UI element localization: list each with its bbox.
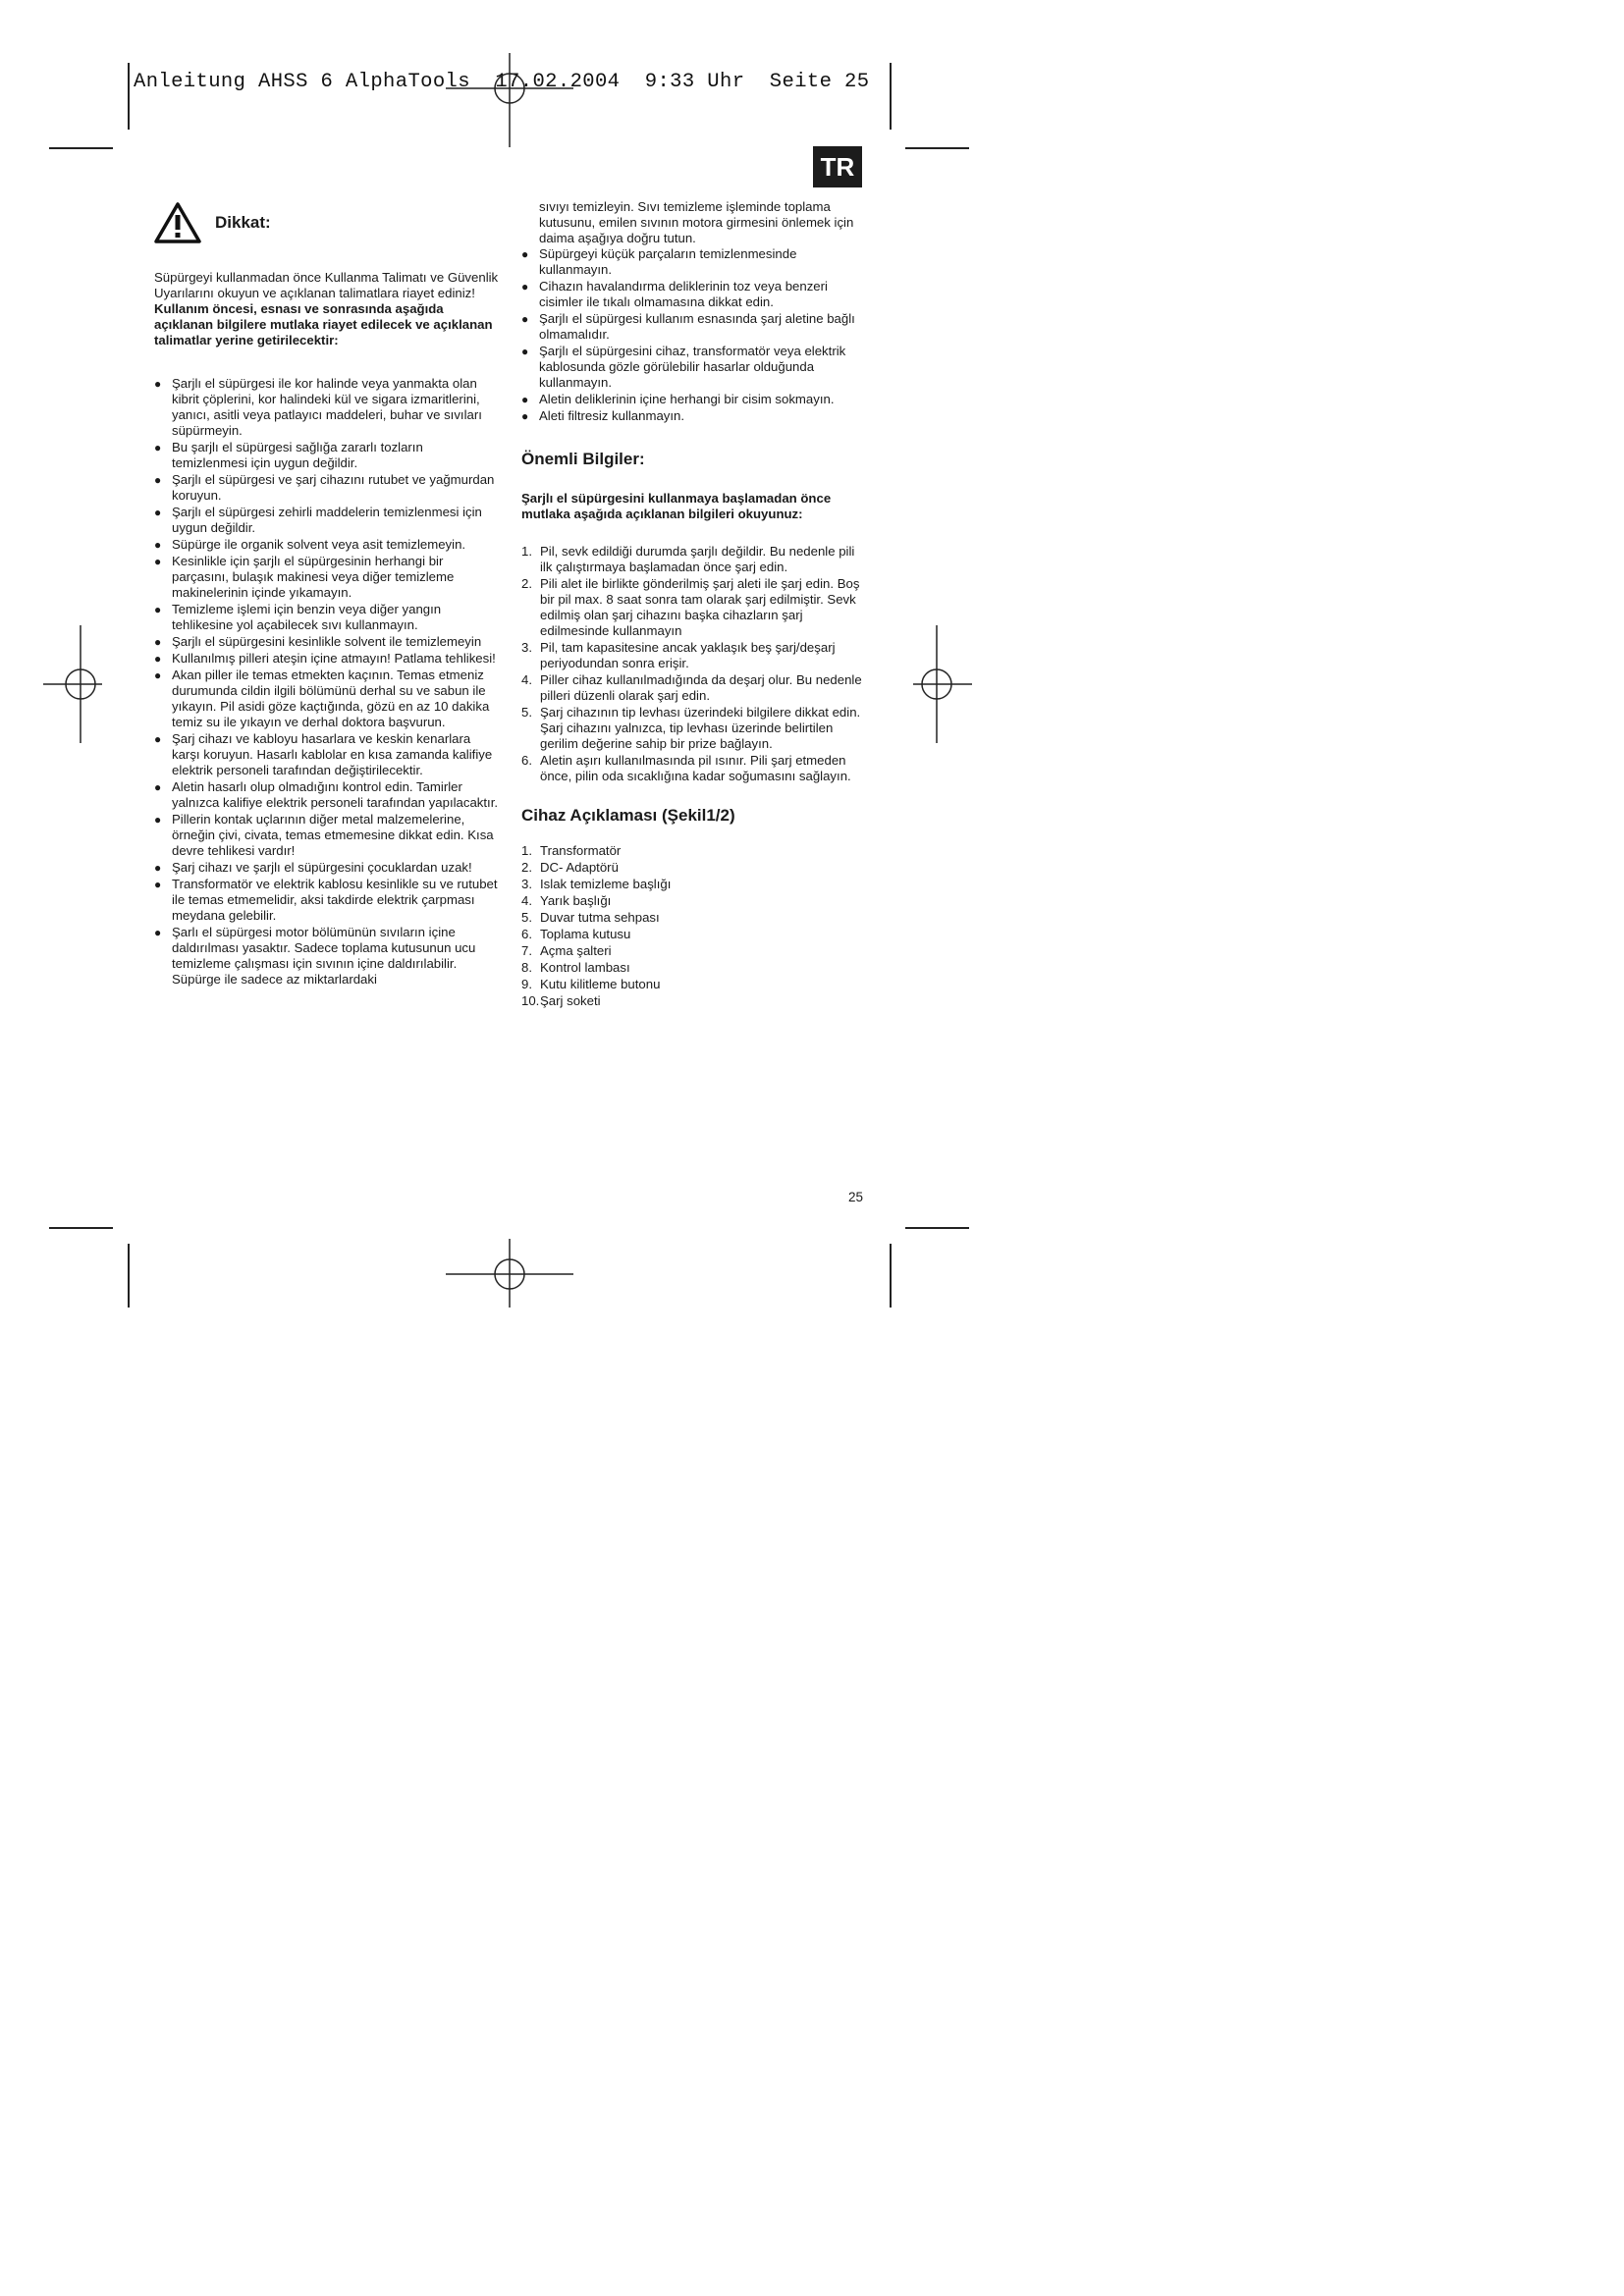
- crop-mark: [49, 147, 113, 149]
- list-item: ● Şarjlı el süpürgesini kesinlikle solvent ile temizlemeyin: [154, 634, 500, 650]
- crop-mark: [905, 1227, 969, 1229]
- warning-triangle-icon: [154, 201, 201, 244]
- list-item: 4. Yarık başlığı: [521, 893, 612, 908]
- right-column: [521, 199, 867, 1010]
- page-number: 25: [848, 1190, 864, 1204]
- registration-mark-icon: [913, 625, 972, 743]
- registration-mark-icon: [446, 1239, 573, 1308]
- list-item: ● Cihazın havalandırma deliklerinin toz veya benzeri cisimler ile tıkalı olmamasına dikkat edin.: [521, 279, 867, 310]
- list-item: ● Şarjlı el süpürgesi ve şarj cihazını rutubet ve yağmurdan koruyun.: [154, 472, 500, 504]
- list-item: ● Kesinlikle için şarjlı el süpürgesinin herhangi bir parçasını, bulaşık makinesi veya diğer temizleme makinelerinin içinde yıkamayın.: [154, 554, 500, 601]
- list-item: 7. Açma şalteri: [521, 943, 612, 958]
- list-item: 5. Duvar tutma sehpası: [521, 910, 660, 925]
- list-item: 9. Kutu kilitleme butonu: [521, 977, 661, 991]
- crop-mark: [890, 1244, 892, 1308]
- list-item: 6. Aletin aşırı kullanılmasında pil ısınır. Pili şarj etmeden önce, pilin oda sıcaklığına kadar soğumasını sağlayın.: [521, 753, 851, 783]
- list-item: 6. Toplama kutusu: [521, 927, 631, 941]
- warning-list: [154, 376, 500, 988]
- important-info-note: Şarjlı el süpürgesini kullanmaya başlamadan önce mutlaka aşağıda açıklanan bilgileri okuyunuz:: [521, 491, 832, 521]
- left-column: [154, 201, 500, 988]
- registration-mark-icon: [43, 625, 102, 743]
- list-item: ● Aleti filtresiz kullanmayın.: [521, 408, 867, 424]
- important-info-list: [521, 544, 867, 784]
- crop-mark: [49, 1227, 113, 1229]
- device-description-heading: Cihaz Açıklaması (Şekil1/2): [521, 806, 735, 825]
- important-info-heading: Önemli Bilgiler:: [521, 450, 645, 468]
- continuation-text: sıvıyı temizleyin. Sıvı temizleme işleminde toplama kutusunu, emilen sıvının motora girmesini önlemek için daima aşağıya doğru tutun.: [539, 199, 854, 245]
- parts-list: [521, 843, 867, 1009]
- list-item: ● Şarlı el süpürgesi motor bölümünün sıvıların içine daldırılması yasaktır. Sadece toplama kutusunun ucu temizleme çalışması için sıvının içine daldırılabilir. Süpürge ile sadece az miktarlardaki: [154, 925, 500, 988]
- warning-heading: [154, 201, 500, 244]
- list-item: ● Transformatör ve elektrik kablosu kesinlikle su ve rutubet ile temas etmemelidir, aksi takdirde elektrik çarpması meydana gelebilir.: [154, 877, 500, 924]
- list-item: ● Aletin hasarlı olup olmadığını kontrol edin. Tamirler yalnızca kalifiye elektrik personeli tarafından yapılacaktır.: [154, 779, 500, 811]
- right-warning-list: [521, 246, 867, 424]
- list-item: ● Süpürgeyi küçük parçaların temizlenmesinde kullanmayın.: [521, 246, 867, 278]
- registration-mark-icon: [446, 53, 573, 147]
- list-item: 10. Şarj soketi: [521, 993, 601, 1008]
- list-item: 1. Transformatör: [521, 843, 622, 858]
- list-item: 2. DC- Adaptörü: [521, 860, 619, 875]
- list-item: ● Akan piller ile temas etmekten kaçının. Temas etmeniz durumunda cildin ilgili bölümünü derhal su ve sabun ile yıkayın. Pil asidi göze kaçtığında, gözü en az 10 dakika temiz su ile yıkayın ve derhal doktora başvurun.: [154, 667, 500, 730]
- crop-mark: [905, 147, 969, 149]
- list-item: ● Şarjlı el süpürgesi ile kor halinde veya yanmakta olan kibrit çöplerini, kor halindeki kül ve sigara izmaritlerini, yanıcı, asitli veya patlayıcı maddeleri, buhar ve sıvıları süpürmeyin.: [154, 376, 500, 439]
- crop-mark: [128, 63, 130, 130]
- list-item: ● Aletin deliklerinin içine herhangi bir cisim sokmayın.: [521, 392, 867, 407]
- list-item: 4. Piller cihaz kullanılmadığında da deşarj olur. Bu nedenle pilleri düzenli olarak şarj edin.: [521, 672, 862, 703]
- warning-intro: Süpürgeyi kullanmadan önce Kullanma Talimatı ve Güvenlik Uyarılarını okuyun ve açıklanan talimatlara riayet ediniz!: [154, 270, 499, 300]
- list-item: ● Şarjlı el süpürgesi zehirli maddelerin temizlenmesi için uygun değildir.: [154, 505, 500, 536]
- list-item: ● Temizleme işlemi için benzin veya diğer yangın tehlikesine yol açabilecek sıvı kullanmayın.: [154, 602, 500, 633]
- list-item: ● Süpürge ile organik solvent veya asit temizlemeyin.: [154, 537, 500, 553]
- warning-bold-note: Kullanım öncesi, esnası ve sonrasında aşağıda açıklanan bilgilere mutlaka riayet edilecek ve açıklanan talimatlar yerine getirilecektir:: [154, 301, 493, 347]
- crop-mark: [128, 1244, 130, 1308]
- list-item: 3. Pil, tam kapasitesine ancak yaklaşık beş şarj/deşarj periyodundan sonra erişir.: [521, 640, 836, 670]
- warning-title: Dikkat:: [215, 213, 271, 232]
- list-item: ● Şarjlı el süpürgesini cihaz, transformatör veya elektrik kablosunda gözle görülebilir hasarlar olduğunda kullanmayın.: [521, 344, 867, 391]
- list-item: ● Şarj cihazı ve kabloyu hasarlara ve keskin kenarlara karşı koruyun. Hasarlı kablolar en kısa zamanda kalifiye elektrik personeli tarafından değiştirilecektir.: [154, 731, 500, 778]
- list-item: 8. Kontrol lambası: [521, 960, 630, 975]
- list-item: 3. Islak temizleme başlığı: [521, 877, 672, 891]
- list-item: ● Şarjlı el süpürgesi kullanım esnasında şarj aletine bağlı olmamalıdır.: [521, 311, 867, 343]
- list-item: ● Kullanılmış pilleri ateşin içine atmayın! Patlama tehlikesi!: [154, 651, 500, 667]
- list-item: 1. Pil, sevk edildiği durumda şarjlı değildir. Bu nedenle pili ilk çalıştırmaya başlamadan önce şarj edin.: [521, 544, 855, 574]
- list-item: 5. Şarj cihazının tip levhası üzerindeki bilgilere dikkat edin. Şarj cihazını yalnızca, tip levhası üzerinde belirtilen gerilim değerine sahip bir prize bağlayın.: [521, 705, 861, 751]
- language-badge: TR: [813, 146, 862, 187]
- list-item: 2. Pili alet ile birlikte gönderilmiş şarj aleti ile şarj edin. Boş bir pil max. 8 saat sonra tam olarak şarj edilmiştir. Sevk edilmiş olan şarj cihazını başka cihazların şarj edilmesinde kullanmayın: [521, 576, 860, 638]
- list-item: ● Pillerin kontak uçlarının diğer metal malzemelerine, örneğin çivi, civata, temas etmemesine dikkat edin. Kısa devre tehlikesi vardır!: [154, 812, 500, 859]
- list-item: ● Bu şarjlı el süpürgesi sağlığa zararlı tozların temizlenmesi için uygun değildir.: [154, 440, 500, 471]
- crop-mark: [890, 63, 892, 130]
- print-header: Anleitung AHSS 6 AlphaTools 17.02.2004 9:33 Uhr Seite 25: [134, 71, 870, 93]
- list-item: ● Şarj cihazı ve şarjlı el süpürgesini çocuklardan uzak!: [154, 860, 500, 876]
